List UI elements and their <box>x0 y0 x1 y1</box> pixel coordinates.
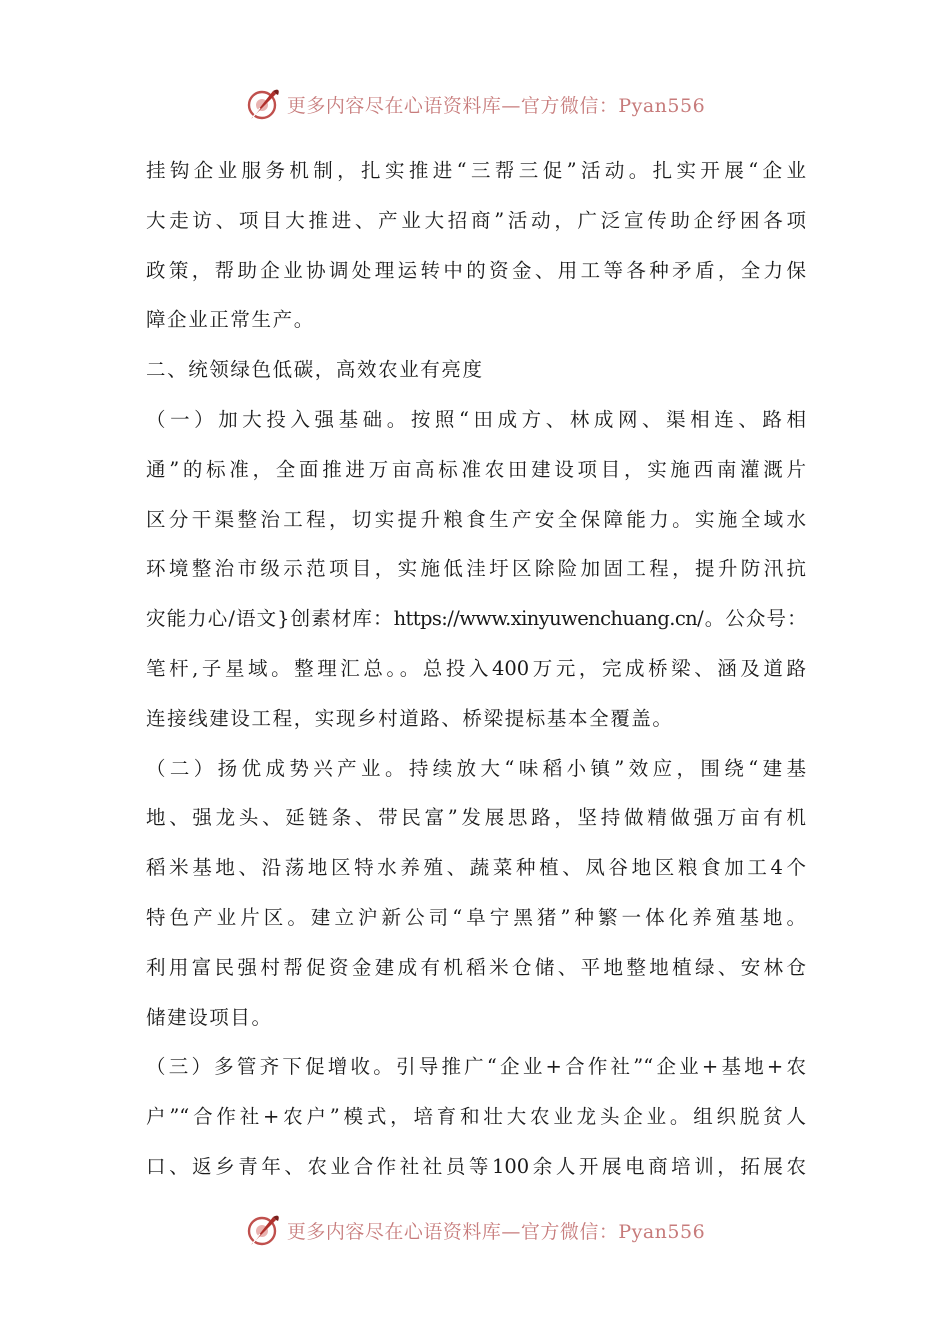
body-line-18: 储建设项目。 <box>146 1005 273 1029</box>
body-line-10: 灾能力心/语文}创素材库：https://www.xinyuwenchuang.cn/。公众号： <box>146 607 806 631</box>
body-line-8: 区分干渠整治工程，切实提升粮食生产安全保障能力。实施全域水 <box>146 507 806 531</box>
body-line-11: 笔杆,子星域。整理汇总。。总投入400万元，完成桥梁、涵及道路 <box>146 656 806 680</box>
quill-pen-logo-icon <box>245 1212 281 1248</box>
body-line-7: 通”的标准，全面推进万亩高标准农田建设项目，实施西南灌溉片 <box>146 457 806 481</box>
body-line-21: 口、返乡青年、农业合作社社员等100余人开展电商培训，拓展农 <box>146 1154 806 1178</box>
footer-banner-text: 更多内容尽在心语资料库—官方微信：Pyan556 <box>286 1220 706 1243</box>
footer-banner <box>0 1208 950 1252</box>
body-line-19: （三）多管齐下促增收。引导推广“企业+合作社”“企业+基地+农 <box>146 1055 806 1079</box>
body-line-12: 连接线建设工程，实现乡村道路、桥梁提标基本全覆盖。 <box>146 706 674 730</box>
body-line-13: （二）扬优成势兴产业。持续放大“味稻小镇”效应，围绕“建基 <box>146 756 806 780</box>
body-line-3: 政策，帮助企业协调处理运转中的资金、用工等各种矛盾，全力保 <box>146 258 806 282</box>
body-line-1: 挂钩企业服务机制，扎实推进“三帮三促”活动。扎实开展“企业 <box>146 159 806 182</box>
body-line-6: （一）加大投入强基础。按照“田成方、林成网、渠相连、路相 <box>146 407 806 431</box>
body-line-16: 特色产业片区。建立沪新公司“阜宁黑猪”种繁一体化养殖基地。 <box>146 905 806 929</box>
body-line-15: 稻米基地、沿荡地区特水养殖、蔬菜种植、凤谷地区粮食加工4个 <box>146 856 806 880</box>
header-banner-text: 更多内容尽在心语资料库—官方微信：Pyan556 <box>286 94 706 117</box>
section-heading-2: 二、统领绿色低碳，高效农业有亮度 <box>146 358 484 382</box>
body-line-4: 障企业正常生产。 <box>146 308 315 332</box>
body-line-20: 户”“合作社+农户”模式，培育和壮大农业龙头企业。组织脱贫人 <box>146 1105 806 1129</box>
body-line-14: 地、强龙头、延链条、带民富”发展思路，坚持做精做强万亩有机 <box>146 806 806 830</box>
body-line-17: 利用富民强村帮促资金建成有机稻米仓储、平地整地植绿、安林仓 <box>146 955 806 979</box>
body-line-2: 大走访、项目大推进、产业大招商”活动，广泛宣传助企纾困各项 <box>146 208 806 232</box>
header-banner <box>0 82 950 126</box>
quill-pen-logo-icon <box>245 86 281 122</box>
document-body <box>146 146 806 1192</box>
body-line-9: 环境整治市级示范项目，实施低洼圩区除险加固工程，提升防汛抗 <box>146 557 806 581</box>
